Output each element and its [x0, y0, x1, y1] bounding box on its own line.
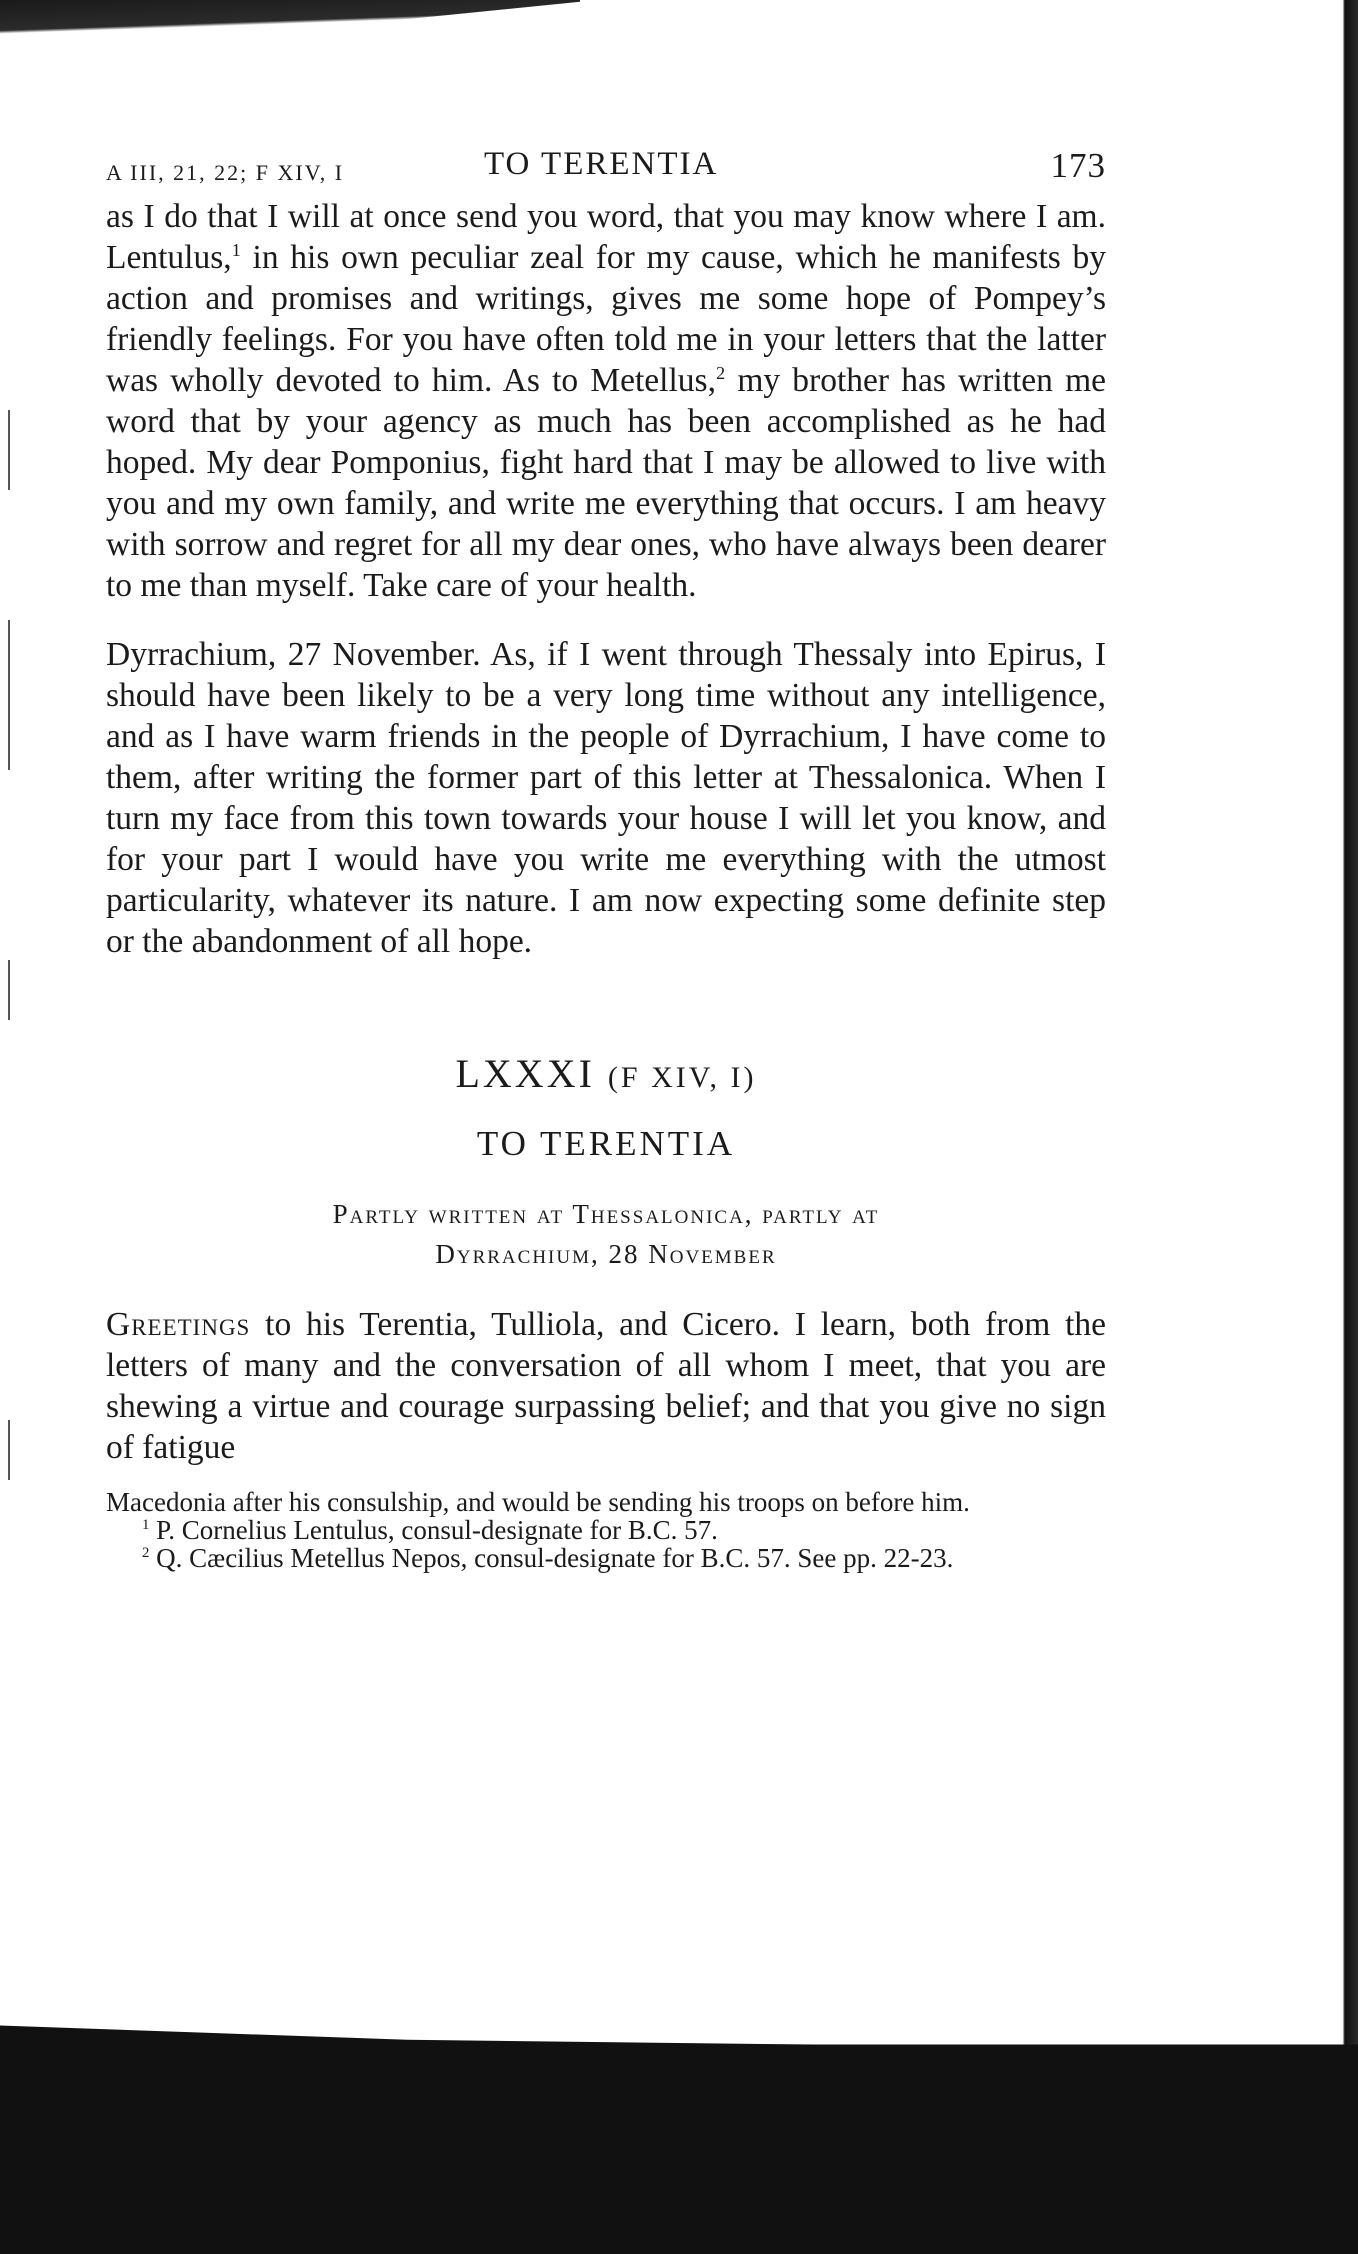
letter-reference: (F XIV, I) [607, 1061, 757, 1094]
scan-edge-right [1336, 0, 1358, 2254]
letter-subtitle-line: Dyrrachium, 28 November [435, 1239, 777, 1269]
book-page [106, 140, 1106, 1572]
paragraph-greetings: Greetings to his Terentia, Tulliola, and Cicero. I learn, both from the letters of many and the conversation of all whom I meet, that you are shewing a virtue and courage surpassing belief; and that you give no sign of fatigue [106, 1306, 1106, 1466]
running-head-reference: A III, 21, 22; F XIV, I [106, 160, 345, 185]
letter-title: TO TERENTIA [476, 1124, 736, 1163]
scan-shadow-bottom [0, 2016, 1358, 2254]
letter-subtitle [106, 1194, 1106, 1274]
footnote-ref-1: 1 [231, 239, 241, 260]
letter-number: LXXXI [455, 1051, 595, 1096]
scan-mark-left [8, 960, 10, 1020]
footnotes [106, 1488, 1106, 1572]
scan-mark-left [8, 620, 10, 770]
scan-mark-left [8, 410, 10, 490]
scan-shadow-top [0, 0, 580, 60]
page-number: 173 [1050, 146, 1106, 185]
greetings-lead: Greetings [106, 1306, 251, 1343]
running-head [106, 140, 1106, 192]
footnote-1: $^1$ P. Cornelius Lentulus, consul-designate for B.C. 57. [142, 1515, 718, 1545]
letter-number-heading [106, 1050, 1106, 1102]
footnote-continuation: Macedonia after his consulship, and would be sending his troops on before him. [106, 1487, 970, 1517]
paragraph-dyrrachium: Dyrrachium, 27 November. As, if I went through Thessaly into Epirus, I should have been likely to be a very long time without any intelligence, and as I have warm friends in the people of Dyrrachium, I have come to them, after writing the former part of this letter at Thessalonica. When I turn my face from this town towards your house I will let you know, and for your part I would have you write me everything with the utmost particularity, whatever its nature. I am now expecting some definite step or the abandonment of all hope. [106, 636, 1106, 960]
footnote-ref-2: 2 [715, 362, 726, 383]
paragraph-continued: as I do that I will at once send you word, that you may know where I am. Lentulus,$^1$ in his own peculiar zeal for my cause, which he manifests by action and promises and writings, gives me some hope of Pompey’s friendly feelings. For you have often told me in your letters that the latter was wholly devoted to him. As to Metellus,$^2$ my brother has written me word that by your agency as much has been accomplished as he had hoped. My dear Pomponius, fight hard that I may be allowed to live with you and my own family, and write me everything that occurs. I am heavy with sorrow and regret for all my dear ones, who have always been dearer to me than myself. Take care of your health. [106, 198, 1106, 604]
letter-subtitle-line: Partly written at Thessalonica, partly at [332, 1199, 880, 1229]
scan-mark-left [8, 1420, 10, 1480]
footnote-2: $^2$ Q. Cæcilius Metellus Nepos, consul-designate for B.C. 57. See pp. 22-23. [142, 1543, 954, 1573]
running-head-title: TO TERENTIA [484, 146, 719, 182]
